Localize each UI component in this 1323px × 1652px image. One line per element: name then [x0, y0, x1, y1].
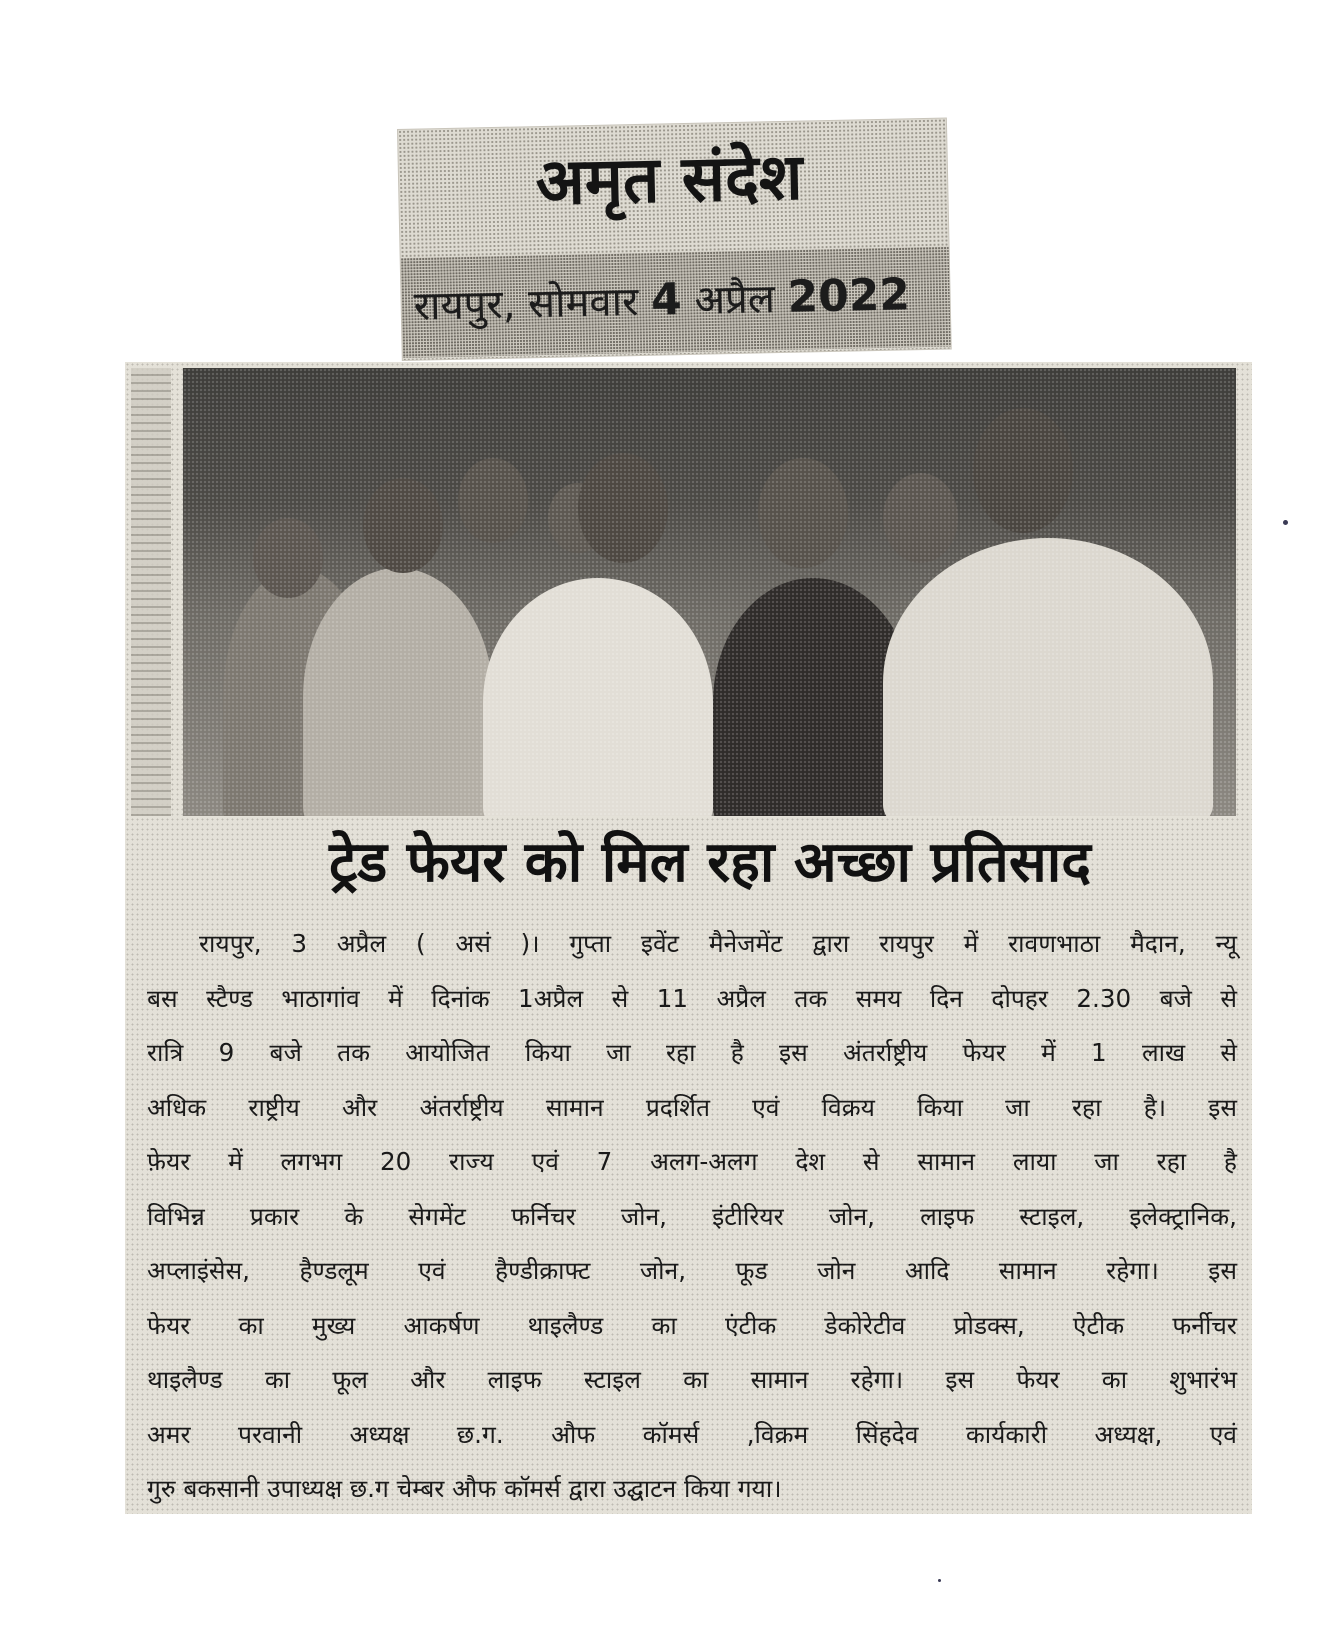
article-line: अप्लाइंसेस, हैण्डलूम एवं हैण्डीक्राफ्ट जोन, फूड जोन आदि सामान रहेगा। इस	[147, 1256, 1237, 1285]
newspaper-name: अमृत संदेश	[535, 140, 804, 221]
newspaper-masthead	[398, 119, 951, 360]
dateline-day-number: 4	[650, 274, 683, 326]
article-line: फ़ेयर में लगभग 20 राज्य एवं 7 अलग-अलग देश से सामान लाया जा रहा है	[147, 1147, 1237, 1176]
article-line: विभिन्न प्रकार के सेगमेंट फर्निचर जोन, इंटीरियर जोन, लाइफ स्टाइल, इलेक्ट्रानिक,	[147, 1201, 1237, 1231]
article-line: रायपुर, 3 अप्रैल ( असं )। गुप्ता इवेंट मैनेजमेंट द्वारा रायपुर में रावणभाठा मैदान, न्यू	[199, 929, 1237, 958]
article-line: गुरु बकसानी उपाध्यक्ष छ.ग चेम्बर औफ कॉमर्स द्वारा उद्घाटन किया गया।	[147, 1474, 782, 1503]
article-line: अधिक राष्ट्रीय और अंतर्राष्ट्रीय सामान प्रदर्शित एवं विक्रय किया जा रहा है। इस	[147, 1092, 1237, 1122]
dateline-place-day: रायपुर, सोमवार	[413, 279, 639, 330]
article-line: अमर परवानी अध्यक्ष छ.ग. औफ कॉमर्स ,विक्रम सिंहदेव कार्यकारी अध्यक्ष, एवं	[147, 1419, 1237, 1449]
article-line: फेयर का मुख्य आकर्षण थाइलैण्ड का एंटीक डेकोरेटीव प्रोडक्स, ऐटीक फर्नीचर	[147, 1310, 1237, 1340]
event-photo	[183, 368, 1236, 816]
dateline-month: अप्रैल	[693, 276, 776, 324]
article-headline: ट्रेड फेयर को मिल रहा अच्छा प्रतिसाद	[329, 830, 1091, 895]
halftone-overlay	[183, 368, 1236, 816]
column-edge	[131, 368, 171, 816]
article-line: रात्रि 9 बजे तक आयोजित किया जा रहा है इस अंतर्राष्ट्रीय फेयर में 1 लाख से	[147, 1038, 1237, 1067]
dateline	[413, 269, 944, 333]
ink-speck	[938, 1579, 941, 1582]
article-line: बस स्टैण्ड भाठागांव में दिनांक 1अप्रैल से 11 अप्रैल तक समय दिन दोपहर 2.30 बजे से	[147, 983, 1237, 1013]
dateline-year: 2022	[787, 269, 911, 323]
news-clipping	[125, 362, 1252, 1514]
article-body	[147, 917, 1237, 1517]
ink-speck	[1283, 520, 1288, 525]
article-line: थाइलैण्ड का फूल और लाइफ स्टाइल का सामान रहेगा। इस फेयर का शुभारंभ	[147, 1365, 1237, 1394]
